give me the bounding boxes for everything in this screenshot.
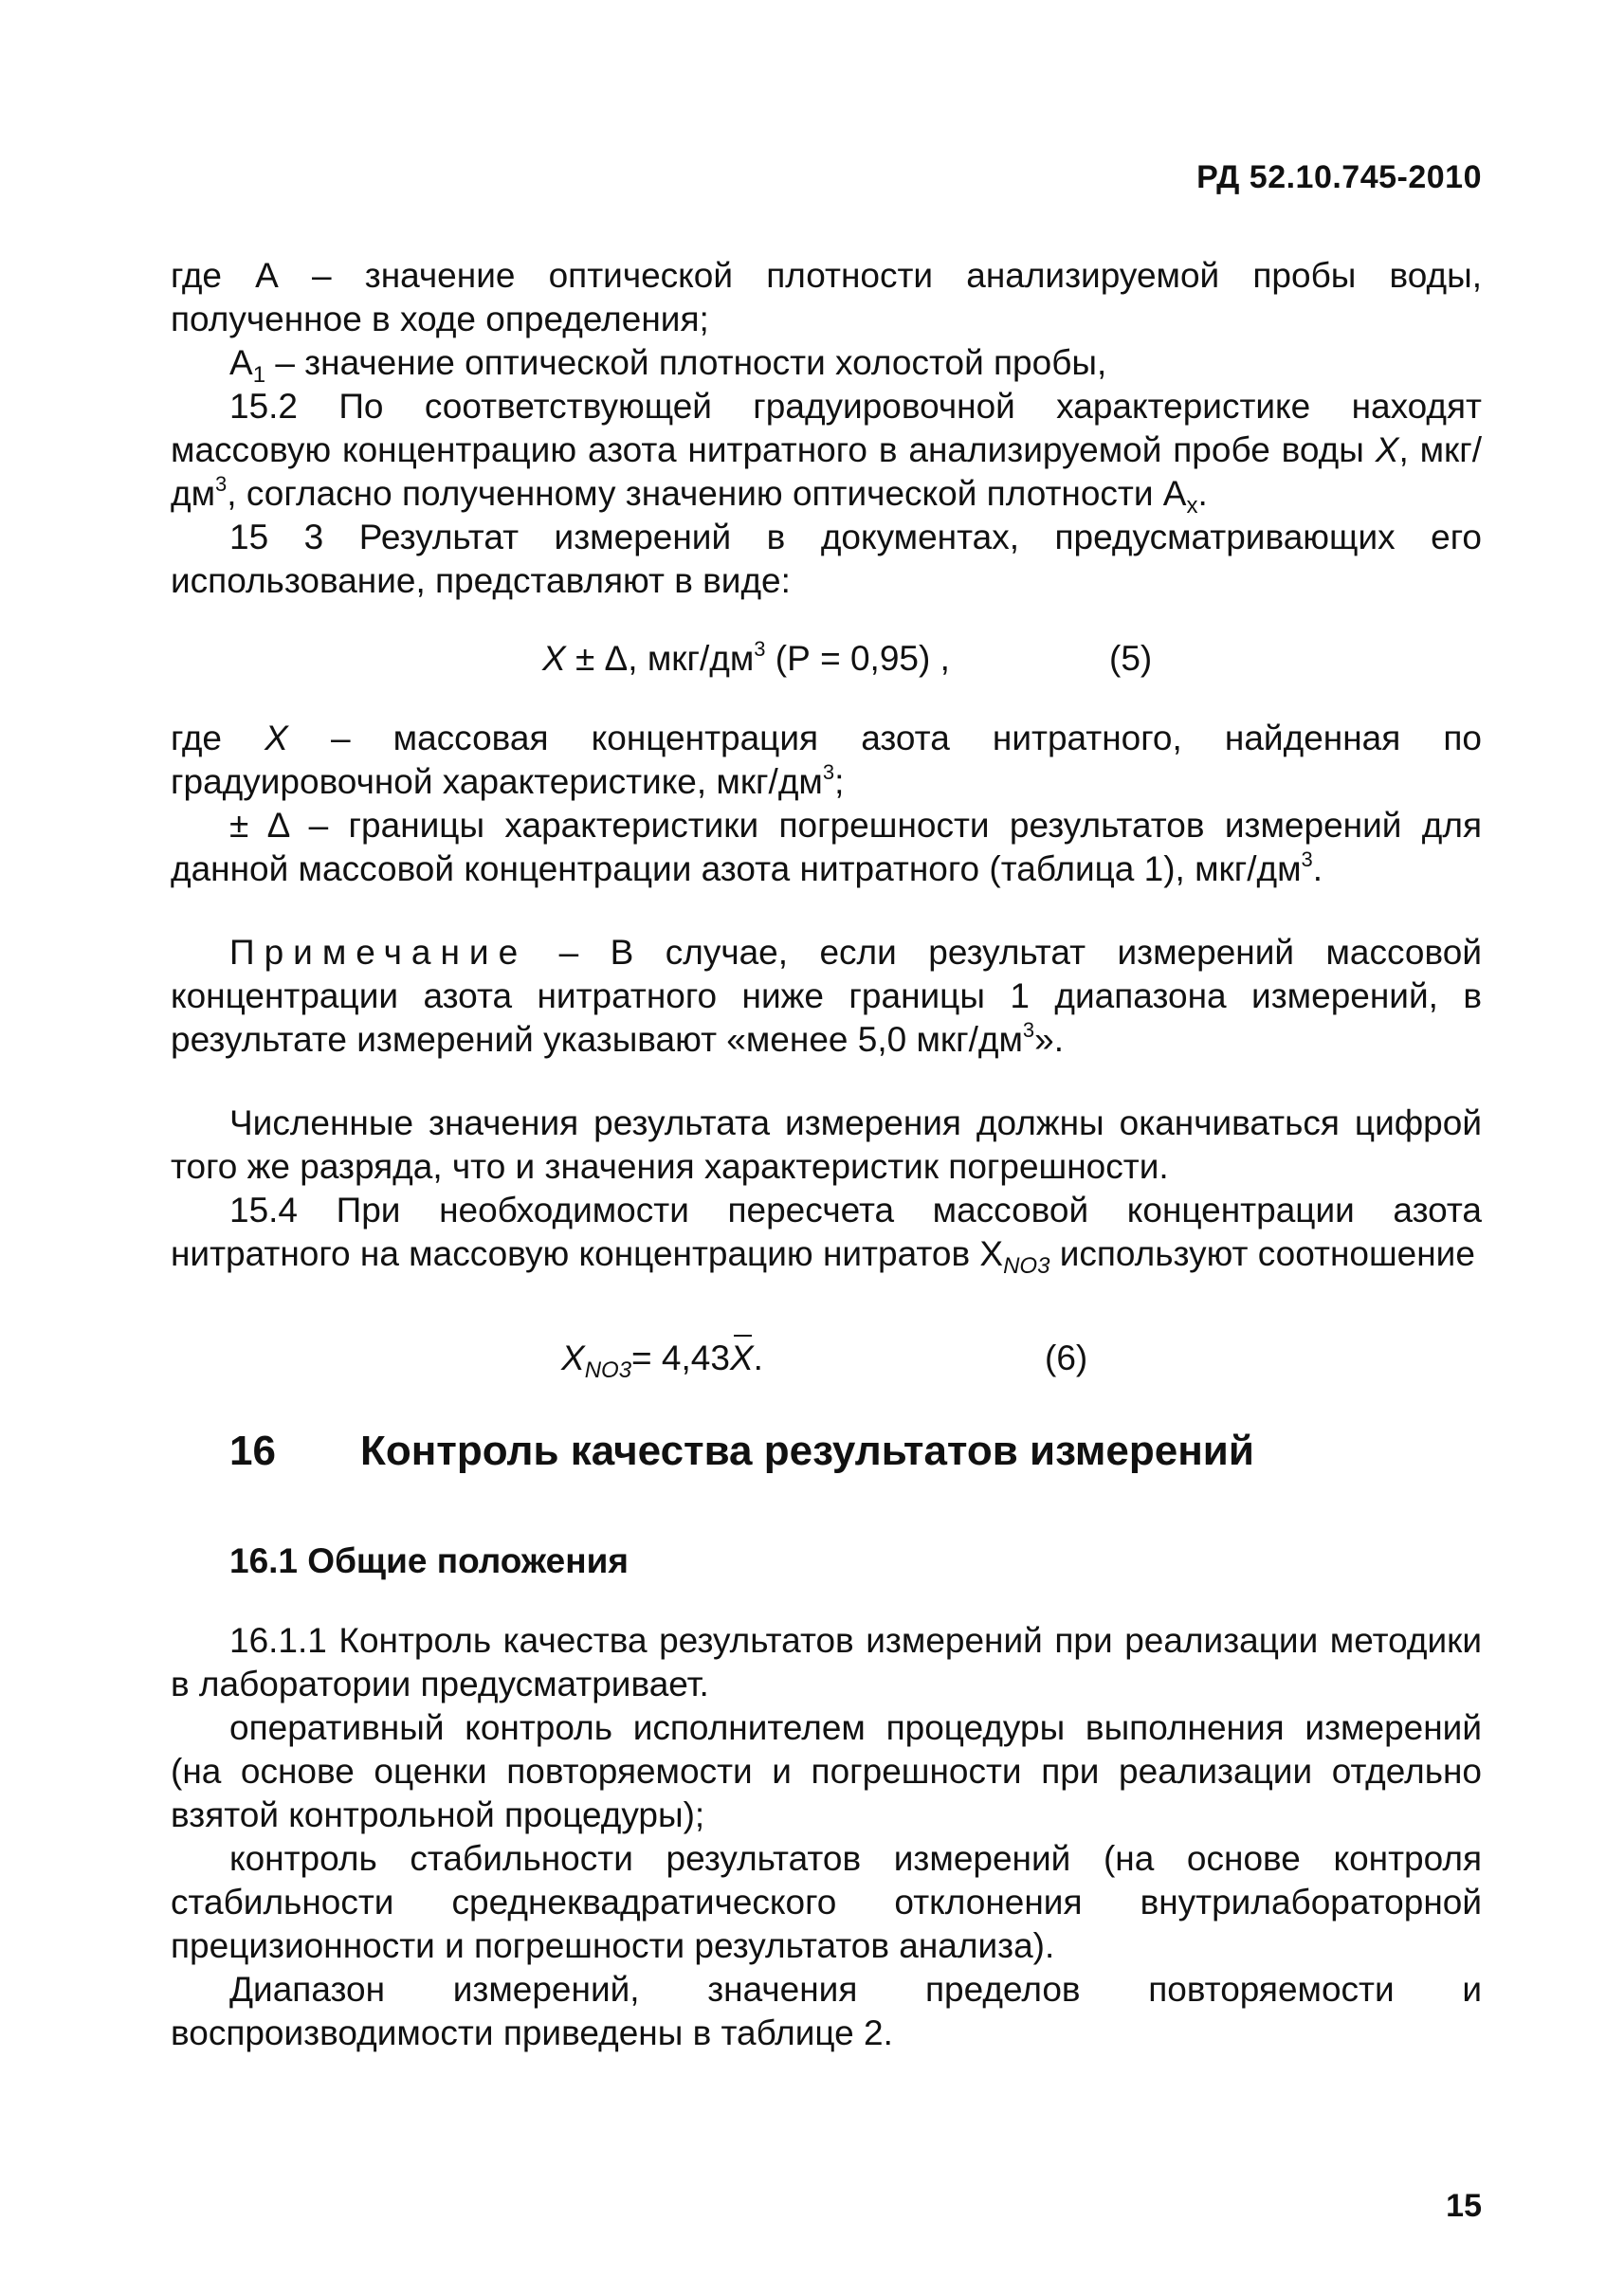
paragraph-range: Диапазон измерений, значения пределов повторяемости и воспроизводимости приведены в таблице 2. [171, 1970, 1482, 2052]
section-16-heading [171, 1426, 1482, 1477]
paragraph-rounding: Численные значения результата измерения должны оканчиваться цифрой того же разряда, что и значения характеристик погрешности. [171, 1103, 1482, 1186]
note-label: Примечание [229, 933, 528, 972]
paragraph-operative-control: оперативный контроль исполнителем процедуры выполнения измерений (на основе оценки повторяемости и погрешности при реализации отдельно взятой контрольной процедуры); [171, 1708, 1482, 1834]
formula-5 [171, 633, 1482, 684]
paragraph-where-x: где X – массовая концентрация азота нитратного, найденная по градуировочной характеристике, мкг/$дм^3$; [171, 719, 1482, 801]
section-16-1-heading: 16.1 Общие положения [229, 1541, 629, 1580]
formula-6 [171, 1333, 1482, 1384]
paragraph-15-2: 15.2 По соответствующей градуировочной характеристике находят массовую концентрацию азота нитратного в анализируемой пробе воды X, мкг/$дм^3$, согласно полученному значению оптической плотности $А_x$. [171, 387, 1482, 519]
page-body [171, 254, 1482, 2055]
section-16-number: 16 [229, 1428, 276, 1474]
note-paragraph: Примечание – В случае, если результат измерений массовой концентрации азота нитратного ниже границы 1 диапазона измерений, в результате измерений указывают «менее 5,0 мкг/$дм^3$». [171, 933, 1482, 1059]
paragraph-a1: $А_1$ – значение оптической плотности холостой пробы, [229, 343, 1107, 388]
paragraph-stability-control: контроль стабильности результатов измерений (на основе контроля стабильности среднеквадратического отклонения внутрилабораторной прецизионности и погрешности результатов анализа). [171, 1839, 1482, 1965]
paragraph-16-1-1: 16.1.1 Контроль качества результатов измерений при реализации методики в лаборатории предусматривает. [171, 1621, 1482, 1703]
x-bar-symbol: X [730, 1333, 754, 1384]
formula-5-expression: X ± Δ, мкг/$дм^3$ (Р = 0,95) , [542, 637, 950, 678]
formula-6-expression: $X_{NO3}= 4,43X$. [561, 1333, 763, 1384]
formula-5-number: (5) [1109, 639, 1153, 678]
page-number: 15 [1446, 2188, 1482, 2224]
paragraph-delta: ± Δ – границы характеристики погрешности результатов измерений для данной массовой концентрации азота нитратного (таблица 1), мкг/$дм^3$. [171, 806, 1482, 888]
paragraph-where-a: где А – значение оптической плотности анализируемой пробы воды, полученное в ходе определения; [171, 256, 1482, 338]
section-16-title: Контроль качества результатов измерений [360, 1428, 1254, 1474]
paragraph-15-3: 15 3 Результат измерений в документах, предусматривающих его использование, представляют в виде: [171, 518, 1482, 600]
document-code: РД 52.10.745-2010 [1196, 159, 1482, 195]
formula-6-number: (6) [1045, 1339, 1088, 1377]
paragraph-15-4: 15.4 При необходимости пересчета массовой концентрации азота нитратного на массовую концентрацию нитратов $Х_{NO3}$ используют соотношение [171, 1191, 1482, 1279]
